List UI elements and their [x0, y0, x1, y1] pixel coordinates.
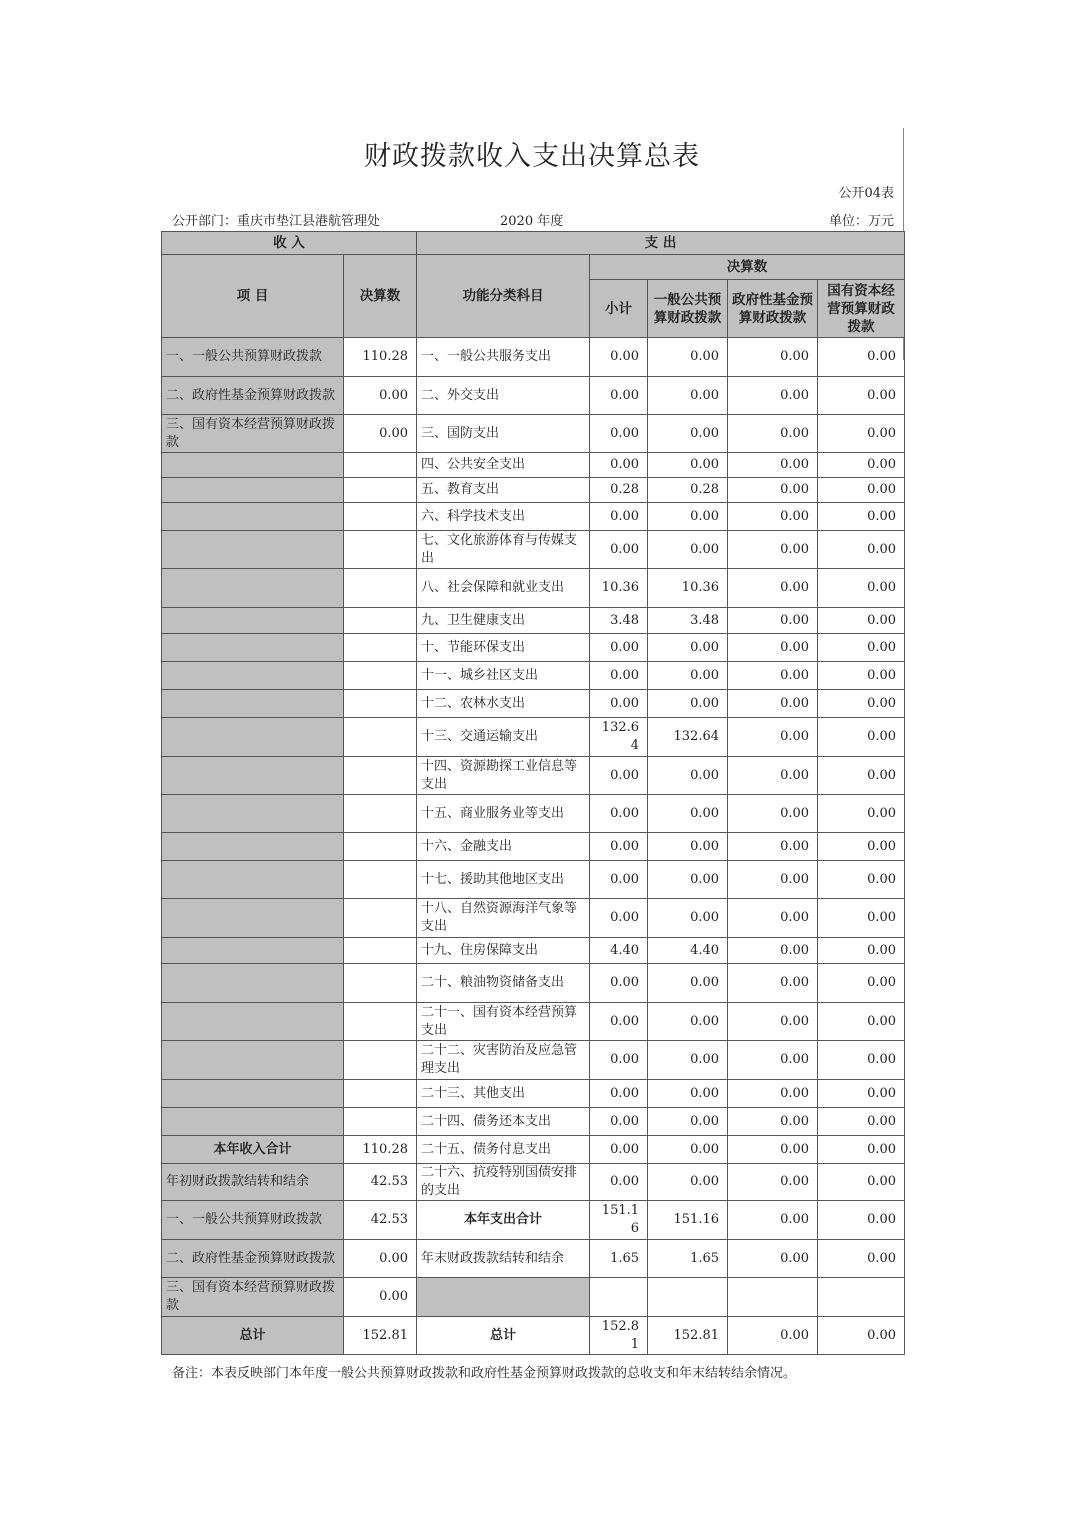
subtotal-cell: 0.00: [590, 964, 648, 1003]
income-item-cell: 二、政府性基金预算财政拨款: [162, 1240, 344, 1278]
general-budget-cell: 0.00: [648, 861, 728, 899]
income-amount-cell: [344, 1080, 417, 1108]
gov-fund-cell: 0.00: [728, 690, 818, 718]
general-budget-cell: 0.00: [648, 1136, 728, 1164]
income-item-cell: [162, 1041, 344, 1080]
state-capital-cell: 0.00: [818, 833, 905, 861]
gov-fund-cell: 0.00: [728, 795, 818, 833]
gov-fund-cell: 0.00: [728, 1201, 818, 1240]
expense-item-cell: 总计: [417, 1317, 590, 1355]
expense-item-cell: 五、教育支出: [417, 478, 590, 503]
gov-fund-cell: 0.00: [728, 1136, 818, 1164]
gov-fund-cell: 0.00: [728, 833, 818, 861]
subtotal-cell: 0.00: [590, 662, 648, 690]
expense-item-cell: 二十二、灾害防治及应急管理支出: [417, 1041, 590, 1080]
general-budget-cell: [648, 1278, 728, 1317]
table-row: [162, 1317, 905, 1355]
income-amount-cell: [344, 690, 417, 718]
income-item-cell: [162, 718, 344, 757]
expense-item-cell: 一、一般公共服务支出: [417, 338, 590, 377]
income-item-cell: [162, 503, 344, 531]
subtotal-cell: 0.00: [590, 1041, 648, 1080]
general-budget-cell: 151.16: [648, 1201, 728, 1240]
general-budget-cell: 0.00: [648, 634, 728, 662]
state-capital-cell: 0.00: [818, 757, 905, 795]
gov-fund-cell: 0.00: [728, 478, 818, 503]
gov-fund-cell: 0.00: [728, 608, 818, 634]
expense-item-cell: 二十一、国有资本经营预算支出: [417, 1003, 590, 1041]
income-amount-cell: [344, 478, 417, 503]
table-row: [162, 1240, 905, 1278]
subtotal-cell: 0.00: [590, 531, 648, 569]
income-amount-cell: [344, 662, 417, 690]
expense-item-cell: 二、外交支出: [417, 377, 590, 415]
subtotal-cell: 0.00: [590, 795, 648, 833]
income-item-cell: 三、国有资本经营预算财政拨款: [162, 1278, 344, 1317]
income-item-cell: [162, 453, 344, 478]
table-row: [162, 690, 905, 718]
general-budget-cell: 0.00: [648, 1041, 728, 1080]
gov-fund-cell: [728, 1278, 818, 1317]
gov-fund-cell: 0.00: [728, 1080, 818, 1108]
expense-item-cell: 十六、金融支出: [417, 833, 590, 861]
subtotal-cell: 1.65: [590, 1240, 648, 1278]
general-budget-cell: 0.00: [648, 1080, 728, 1108]
state-capital-cell: 0.00: [818, 415, 905, 453]
gov-fund-cell: 0.00: [728, 662, 818, 690]
gov-fund-cell: 0.00: [728, 899, 818, 938]
income-amount-cell: [344, 861, 417, 899]
income-item-cell: [162, 634, 344, 662]
table-row: [162, 634, 905, 662]
income-amount-cell: [344, 453, 417, 478]
expense-item-cell: 十、节能环保支出: [417, 634, 590, 662]
state-capital-cell: 0.00: [818, 718, 905, 757]
table-row: [162, 861, 905, 899]
expense-item-cell: 十一、城乡社区支出: [417, 662, 590, 690]
table-row: [162, 1108, 905, 1136]
income-item-cell: 一、一般公共预算财政拨款: [162, 1201, 344, 1240]
table-row: [162, 718, 905, 757]
income-amount-cell: 0.00: [344, 415, 417, 453]
general-budget-cell: 0.00: [648, 377, 728, 415]
table-row: [162, 938, 905, 964]
state-capital-cell: 0.00: [818, 531, 905, 569]
expense-item-cell: 二十三、其他支出: [417, 1080, 590, 1108]
subtotal-cell: 0.00: [590, 1080, 648, 1108]
income-amount-cell: 42.53: [344, 1201, 417, 1240]
table-row: [162, 1136, 905, 1164]
expense-item-cell: 八、社会保障和就业支出: [417, 569, 590, 608]
table-row: [162, 1201, 905, 1240]
table-row: [162, 1041, 905, 1080]
income-amount-cell: 0.00: [344, 377, 417, 415]
gov-fund-cell: 0.00: [728, 861, 818, 899]
subtotal-cell: 0.00: [590, 899, 648, 938]
income-item-cell: [162, 1003, 344, 1041]
income-amount-cell: [344, 938, 417, 964]
expense-item-cell: 十九、住房保障支出: [417, 938, 590, 964]
expense-item-cell: 本年支出合计: [417, 1201, 590, 1240]
state-capital-cell: 0.00: [818, 634, 905, 662]
gov-fund-cell: 0.00: [728, 1041, 818, 1080]
state-capital-cell: 0.00: [818, 938, 905, 964]
state-capital-cell: 0.00: [818, 1003, 905, 1041]
subtotal-cell: 152.81: [590, 1317, 648, 1355]
state-capital-cell: 0.00: [818, 1136, 905, 1164]
income-item-cell: [162, 899, 344, 938]
general-budget-cell: 0.00: [648, 415, 728, 453]
general-budget-cell: 0.00: [648, 964, 728, 1003]
general-budget-cell: 132.64: [648, 718, 728, 757]
subtotal-cell: 0.00: [590, 1108, 648, 1136]
expense-item-cell: 年末财政拨款结转和结余: [417, 1240, 590, 1278]
gov-fund-cell: 0.00: [728, 938, 818, 964]
table-row: [162, 338, 905, 377]
income-item-cell: [162, 690, 344, 718]
form-number: 公开04表: [838, 186, 894, 201]
subtotal-cell: 0.00: [590, 1136, 648, 1164]
gov-fund-cell: 0.00: [728, 453, 818, 478]
subtotal-cell: 0.00: [590, 1003, 648, 1041]
unit-label: 单位：万元: [828, 214, 894, 229]
state-capital-cell: 0.00: [818, 1164, 905, 1201]
table-row: [162, 1003, 905, 1041]
state-capital-cell: 0.00: [818, 569, 905, 608]
income-amount-cell: [344, 1108, 417, 1136]
expense-item-cell: 十二、农林水支出: [417, 690, 590, 718]
income-item-cell: 本年收入合计: [162, 1136, 344, 1164]
income-amount-cell: [344, 1003, 417, 1041]
expense-item-cell: 二十四、债务还本支出: [417, 1108, 590, 1136]
income-amount-cell: [344, 899, 417, 938]
subtotal-cell: 0.00: [590, 634, 648, 662]
subtotal-cell: 151.16: [590, 1201, 648, 1240]
income-amount-cell: 0.00: [344, 1240, 417, 1278]
state-capital-cell: 0.00: [818, 1041, 905, 1080]
gov-fund-cell: 0.00: [728, 338, 818, 377]
item-header: 项 目: [162, 255, 344, 338]
table-row: [162, 833, 905, 861]
final-amount-header: 决算数: [590, 255, 905, 280]
general-budget-cell: 0.00: [648, 1108, 728, 1136]
expense-item-cell: 九、卫生健康支出: [417, 608, 590, 634]
income-item-cell: [162, 861, 344, 899]
subtotal-cell: 0.00: [590, 690, 648, 718]
state-capital-cell: 0.00: [818, 478, 905, 503]
budget-table: [161, 231, 905, 1355]
expense-item-cell: 十三、交通运输支出: [417, 718, 590, 757]
footnote: 备注：本表反映部门本年度一般公共预算财政拨款和政府性基金预算财政拨款的总收支和年末结转结余情况。: [172, 1366, 797, 1381]
state-capital-cell: 0.00: [818, 1080, 905, 1108]
income-amount-cell: [344, 608, 417, 634]
state-capital-cell: 0.00: [818, 377, 905, 415]
table-row: [162, 1080, 905, 1108]
gov-fund-cell: 0.00: [728, 1164, 818, 1201]
subtotal-cell: 0.28: [590, 478, 648, 503]
gov-fund-cell: 0.00: [728, 1108, 818, 1136]
state-capital-cell: 0.00: [818, 1317, 905, 1355]
income-item-cell: [162, 938, 344, 964]
income-item-cell: [162, 662, 344, 690]
general-budget-cell: 0.00: [648, 795, 728, 833]
general-budget-cell: 0.00: [648, 690, 728, 718]
general-budget-cell: 0.00: [648, 453, 728, 478]
table-row: [162, 453, 905, 478]
general-budget-cell: 1.65: [648, 1240, 728, 1278]
income-item-cell: 二、政府性基金预算财政拨款: [162, 377, 344, 415]
gov-fund-cell: 0.00: [728, 569, 818, 608]
income-item-cell: 一、一般公共预算财政拨款: [162, 338, 344, 377]
state-capital-cell: 0.00: [818, 861, 905, 899]
expense-item-cell: 六、科学技术支出: [417, 503, 590, 531]
state-capital-cell: 0.00: [818, 690, 905, 718]
income-amount-cell: 0.00: [344, 1278, 417, 1317]
func-class-header: 功能分类科目: [417, 255, 590, 338]
income-amount-cell: [344, 757, 417, 795]
gov-fund-cell: 0.00: [728, 415, 818, 453]
income-amount-cell: [344, 964, 417, 1003]
table-row: [162, 964, 905, 1003]
income-item-cell: [162, 795, 344, 833]
income-item-cell: 三、国有资本经营预算财政拨款: [162, 415, 344, 453]
table-row: [162, 899, 905, 938]
subtotal-cell: [590, 1278, 648, 1317]
table-row: [162, 757, 905, 795]
subtotal-cell: 0.00: [590, 833, 648, 861]
subtotal-cell: 10.36: [590, 569, 648, 608]
expense-item-cell: 十四、资源勘探工业信息等支出: [417, 757, 590, 795]
expense-item-cell: 二十五、债务付息支出: [417, 1136, 590, 1164]
table-row: [162, 795, 905, 833]
state-capital-cell: 0.00: [818, 899, 905, 938]
general-budget-cell: 0.00: [648, 662, 728, 690]
income-item-cell: [162, 569, 344, 608]
income-amount-cell: 152.81: [344, 1317, 417, 1355]
amount-header: 决算数: [344, 255, 417, 338]
income-item-cell: [162, 531, 344, 569]
expense-item-cell: 十五、商业服务业等支出: [417, 795, 590, 833]
general-budget-cell: 0.28: [648, 478, 728, 503]
expense-item-cell: 二十、粮油物资储备支出: [417, 964, 590, 1003]
subtotal-cell: 4.40: [590, 938, 648, 964]
table-row: [162, 377, 905, 415]
subtotal-cell: 0.00: [590, 377, 648, 415]
income-item-cell: [162, 478, 344, 503]
department-label: 公开部门：重庆市垫江县港航管理处: [172, 214, 381, 229]
subtotal-cell: 0.00: [590, 1164, 648, 1201]
gov-fund-cell: 0.00: [728, 503, 818, 531]
income-amount-cell: [344, 531, 417, 569]
income-item-cell: [162, 1080, 344, 1108]
subtotal-cell: 0.00: [590, 415, 648, 453]
income-item-cell: [162, 833, 344, 861]
income-amount-cell: 110.28: [344, 338, 417, 377]
subtotal-cell: 132.64: [590, 718, 648, 757]
table-row: [162, 608, 905, 634]
income-amount-cell: [344, 569, 417, 608]
income-amount-cell: [344, 503, 417, 531]
state-capital-cell: 0.00: [818, 1240, 905, 1278]
gov-fund-cell: 0.00: [728, 634, 818, 662]
table-row: [162, 662, 905, 690]
subtotal-cell: 0.00: [590, 757, 648, 795]
gov-fund-cell: 0.00: [728, 718, 818, 757]
general-budget-cell: 0.00: [648, 833, 728, 861]
table-row: [162, 531, 905, 569]
gov-fund-header: 政府性基金预算财政拨款: [728, 280, 818, 338]
expense-item-cell: [417, 1278, 590, 1317]
income-amount-cell: 110.28: [344, 1136, 417, 1164]
state-capital-cell: 0.00: [818, 1108, 905, 1136]
expense-item-cell: 十七、援助其他地区支出: [417, 861, 590, 899]
state-capital-cell: 0.00: [818, 964, 905, 1003]
income-header: 收 入: [162, 232, 417, 255]
state-capital-cell: 0.00: [818, 503, 905, 531]
general-budget-cell: 0.00: [648, 899, 728, 938]
general-budget-cell: 0.00: [648, 757, 728, 795]
income-item-cell: 年初财政拨款结转和结余: [162, 1164, 344, 1201]
income-item-cell: [162, 757, 344, 795]
expense-item-cell: 十八、自然资源海洋气象等支出: [417, 899, 590, 938]
income-item-cell: [162, 608, 344, 634]
subtotal-cell: 0.00: [590, 503, 648, 531]
income-item-cell: [162, 964, 344, 1003]
general-budget-cell: 4.40: [648, 938, 728, 964]
table-row: [162, 1278, 905, 1317]
table-row: [162, 503, 905, 531]
page-title: 财政拨款收入支出决算总表: [364, 141, 700, 172]
income-item-cell: [162, 1108, 344, 1136]
general-budget-cell: 10.36: [648, 569, 728, 608]
subtotal-cell: 3.48: [590, 608, 648, 634]
expense-item-cell: 四、公共安全支出: [417, 453, 590, 478]
state-capital-cell: [818, 1278, 905, 1317]
state-capital-cell: 0.00: [818, 453, 905, 478]
income-amount-cell: 42.53: [344, 1164, 417, 1201]
general-budget-cell: 3.48: [648, 608, 728, 634]
table-row: [162, 1164, 905, 1201]
general-budget-cell: 0.00: [648, 503, 728, 531]
year-label: 2020 年度: [500, 214, 564, 229]
expense-item-cell: 三、国防支出: [417, 415, 590, 453]
gov-fund-cell: 0.00: [728, 1003, 818, 1041]
expense-item-cell: 二十六、抗疫特别国债安排的支出: [417, 1164, 590, 1201]
general-budget-cell: 0.00: [648, 338, 728, 377]
table-row: [162, 569, 905, 608]
expense-header: 支 出: [417, 232, 905, 255]
state-capital-cell: 0.00: [818, 662, 905, 690]
general-budget-cell: 0.00: [648, 531, 728, 569]
gov-fund-cell: 0.00: [728, 1317, 818, 1355]
state-capital-cell: 0.00: [818, 1201, 905, 1240]
state-capital-cell: 0.00: [818, 608, 905, 634]
expense-item-cell: 七、文化旅游体育与传媒支出: [417, 531, 590, 569]
gov-fund-cell: 0.00: [728, 757, 818, 795]
gov-fund-cell: 0.00: [728, 1240, 818, 1278]
state-capital-header: 国有资本经营预算财政拨款: [818, 280, 905, 338]
subtotal-cell: 0.00: [590, 453, 648, 478]
table-body: [162, 338, 905, 1355]
state-capital-cell: 0.00: [818, 338, 905, 377]
subtotal-cell: 0.00: [590, 861, 648, 899]
income-amount-cell: [344, 718, 417, 757]
gov-fund-cell: 0.00: [728, 964, 818, 1003]
general-budget-cell: 0.00: [648, 1003, 728, 1041]
table-row: [162, 415, 905, 453]
income-amount-cell: [344, 833, 417, 861]
gov-fund-cell: 0.00: [728, 531, 818, 569]
income-amount-cell: [344, 1041, 417, 1080]
subtotal-header: 小计: [590, 280, 648, 338]
income-amount-cell: [344, 634, 417, 662]
general-budget-header: 一般公共预算财政拨款: [648, 280, 728, 338]
income-item-cell: 总计: [162, 1317, 344, 1355]
income-amount-cell: [344, 795, 417, 833]
subtotal-cell: 0.00: [590, 338, 648, 377]
general-budget-cell: 152.81: [648, 1317, 728, 1355]
table-row: [162, 478, 905, 503]
gov-fund-cell: 0.00: [728, 377, 818, 415]
state-capital-cell: 0.00: [818, 795, 905, 833]
general-budget-cell: 0.00: [648, 1164, 728, 1201]
